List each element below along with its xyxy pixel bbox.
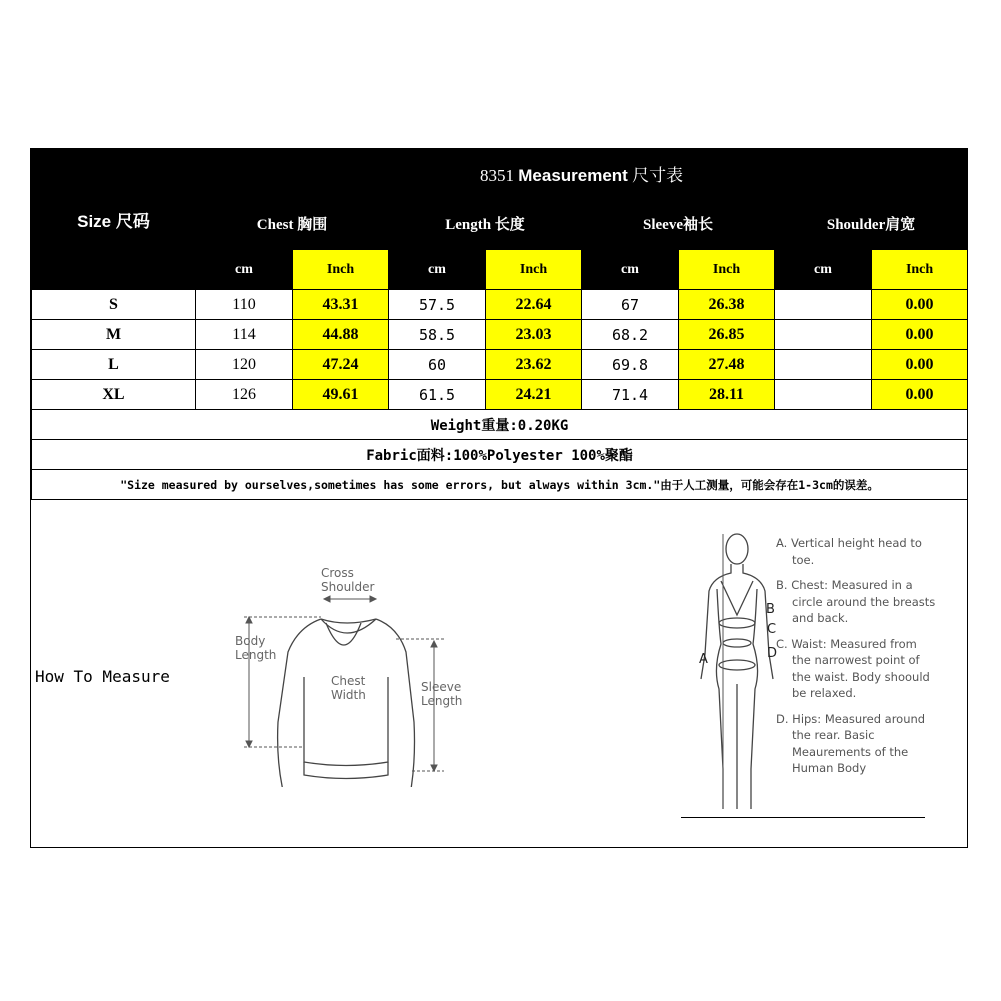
- measurement-legend: [776, 535, 936, 786]
- chest-width-label: Chest Width: [331, 674, 366, 702]
- unit-inch: Inch: [486, 250, 582, 290]
- table-row: [32, 320, 968, 350]
- body-length-label: Body Length: [235, 634, 277, 662]
- unit-inch: Inch: [679, 250, 775, 290]
- length-inch-cell: 23.03: [486, 320, 582, 350]
- unit-cm: cm: [196, 250, 293, 290]
- chest-cm-cell: 110: [196, 290, 293, 320]
- legend-item: C. Waist: Measured from the narrowest point of the waist. Body shoould be relaxed.: [776, 636, 930, 700]
- cross-shoulder-label: Cross Shoulder: [321, 566, 375, 594]
- length-inch-cell: 24.21: [486, 380, 582, 410]
- shoulder-inch-cell: 0.00: [872, 290, 968, 320]
- length-cm-cell: 57.5: [389, 290, 486, 320]
- measurement-note: "Size measured by ourselves,sometimes has some errors, but always within 3cm."由于人工测量，可能会存在1-3cm的误差。: [32, 470, 968, 500]
- shoulder-cm-cell: [775, 320, 872, 350]
- size-header: Size 尺码: [32, 150, 196, 290]
- weight-info: Weight重量:0.20KG: [32, 410, 968, 440]
- unit-cm: cm: [582, 250, 679, 290]
- length-inch-cell: 22.64: [486, 290, 582, 320]
- unit-cm: cm: [389, 250, 486, 290]
- sleeve-cm-cell: 68.2: [582, 320, 679, 350]
- unit-cm: cm: [775, 250, 872, 290]
- length-cm-cell: 61.5: [389, 380, 486, 410]
- chest-inch-cell: 44.88: [293, 320, 389, 350]
- title-bold: Measurement: [518, 166, 628, 185]
- shoulder-cm-cell: [775, 350, 872, 380]
- how-to-measure-section: [31, 507, 967, 847]
- sleeve-cm-cell: 67: [582, 290, 679, 320]
- size-cell: M: [32, 320, 196, 350]
- group-chest: Chest 胸围: [196, 198, 389, 250]
- size-cell: XL: [32, 380, 196, 410]
- marker-c: C: [767, 622, 777, 637]
- shoulder-cm-cell: [775, 380, 872, 410]
- legend-item: A. Vertical height head to toe.: [776, 536, 922, 567]
- length-inch-cell: 23.62: [486, 350, 582, 380]
- marker-d: D: [767, 646, 778, 661]
- marker-b: B: [766, 602, 775, 617]
- unit-inch: Inch: [293, 250, 389, 290]
- sleeve-cm-cell: 71.4: [582, 380, 679, 410]
- chest-inch-cell: 47.24: [293, 350, 389, 380]
- title-suffix: 尺寸表: [632, 166, 684, 185]
- chest-cm-cell: 114: [196, 320, 293, 350]
- sleeve-length-label: Sleeve Length: [421, 680, 463, 708]
- chest-inch-cell: 43.31: [293, 290, 389, 320]
- group-length: Length 长度: [389, 198, 582, 250]
- shoulder-inch-cell: 0.00: [872, 350, 968, 380]
- sleeve-inch-cell: 26.85: [679, 320, 775, 350]
- group-sleeve: Sleeve袖长: [582, 198, 775, 250]
- legend-item: B. Chest: Measured in a circle around the breasts and back.: [776, 578, 936, 625]
- group-shoulder: Shoulder肩宽: [775, 198, 968, 250]
- chest-cm-cell: 126: [196, 380, 293, 410]
- how-to-measure-label: How To Measure: [35, 667, 170, 686]
- sleeve-cm-cell: 69.8: [582, 350, 679, 380]
- table-row: [32, 380, 968, 410]
- marker-a: A: [699, 652, 708, 667]
- size-cell: S: [32, 290, 196, 320]
- shoulder-inch-cell: 0.00: [872, 320, 968, 350]
- divider: [681, 817, 925, 818]
- chest-inch-cell: 49.61: [293, 380, 389, 410]
- sleeve-inch-cell: 26.38: [679, 290, 775, 320]
- legend-item: D. Hips: Measured around the rear. Basic Meaurements of the Human Body: [776, 711, 926, 775]
- size-chart: [30, 148, 968, 848]
- size-cell: L: [32, 350, 196, 380]
- fabric-info: Fabric面料:100%Polyester 100%聚酯: [32, 440, 968, 470]
- length-cm-cell: 58.5: [389, 320, 486, 350]
- chest-cm-cell: 120: [196, 350, 293, 380]
- unit-inch: Inch: [872, 250, 968, 290]
- table-row: [32, 350, 968, 380]
- title-prefix: 8351: [480, 166, 514, 185]
- table-row: [32, 290, 968, 320]
- size-table: [31, 149, 968, 500]
- table-title: [196, 150, 968, 198]
- shoulder-cm-cell: [775, 290, 872, 320]
- sleeve-inch-cell: 27.48: [679, 350, 775, 380]
- shoulder-inch-cell: 0.00: [872, 380, 968, 410]
- length-cm-cell: 60: [389, 350, 486, 380]
- sleeve-inch-cell: 28.11: [679, 380, 775, 410]
